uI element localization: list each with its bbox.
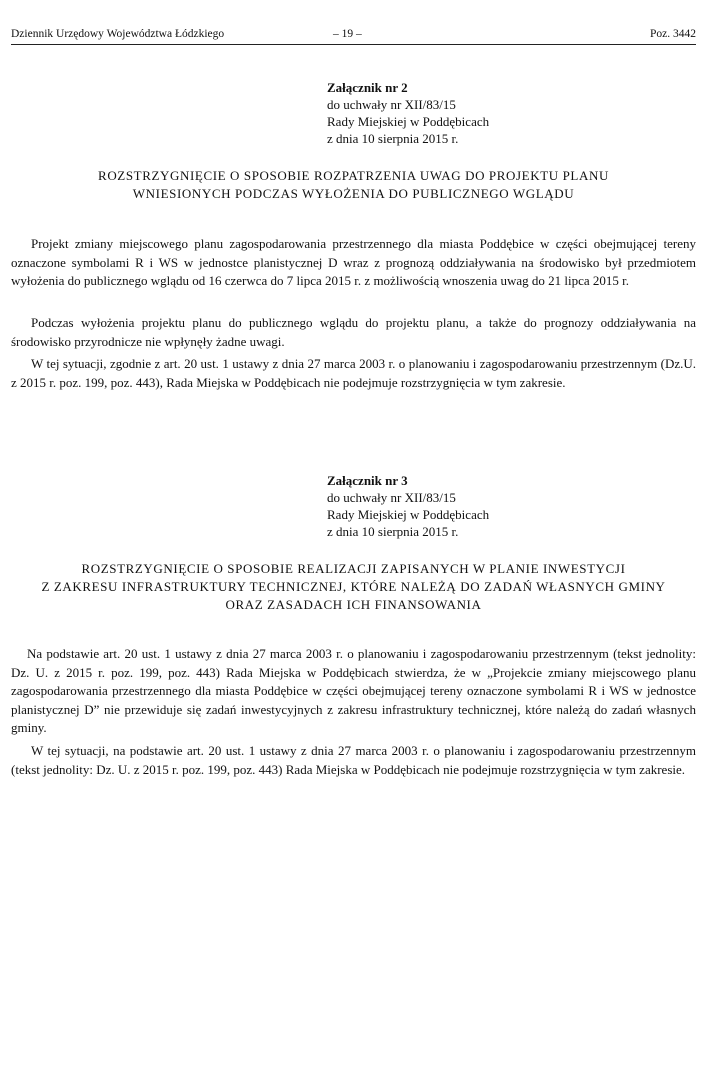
annex-line: do uchwały nr XII/83/15 bbox=[327, 97, 456, 112]
heading-line: WNIESIONYCH PODCZAS WYŁOŻENIA DO PUBLICZNEGO WGLĄDU bbox=[132, 186, 575, 201]
paragraph: W tej sytuacji, na podstawie art. 20 ust. 1 ustawy z dnia 27 marca 2003 r. o planowaniu i zagospodarowaniu przestrzennym (tekst jednolity: Dz. U. z 2015 r. poz. 199, poz. 443) Rada Miejska w Poddębicach nie podejmuje rozstrzygnięcia w tym zakresie. bbox=[11, 743, 696, 777]
annex-line: z dnia 10 sierpnia 2015 r. bbox=[327, 131, 459, 146]
heading-line: ORAZ ZASADACH ICH FINANSOWANIA bbox=[225, 597, 482, 612]
annex-2-header bbox=[327, 79, 489, 147]
heading-line: ROZSTRZYGNIĘCIE O SPOSOBIE ROZPATRZENIA UWAG DO PROJEKTU PLANU bbox=[98, 168, 609, 183]
page-number: – 19 – bbox=[333, 28, 362, 40]
heading-line: Z ZAKRESU INFRASTRUKTURY TECHNICZNEJ, KTÓRE NALEŻĄ DO ZADAŃ WŁASNYCH GMINY bbox=[41, 579, 666, 594]
journal-name: Dziennik Urzędowy Województwa Łódzkiego bbox=[11, 28, 225, 40]
position-number: Poz. 3442 bbox=[650, 28, 696, 40]
annex-line: do uchwały nr XII/83/15 bbox=[327, 490, 456, 505]
paragraph: Projekt zmiany miejscowego planu zagospodarowania przestrzennego dla miasta Poddębice w części obejmującej tereny oznaczone symbolami R i WS w jednostce planistycznej D wraz z prognozą oddziaływania na środowisko był przedmiotem wyłożenia do publicznego wglądu od 16 czerwca do 7 lipca 2015 r. z możliwością wnoszenia uwag do 21 lipca 2015 r. bbox=[11, 236, 696, 288]
annex-title: Załącznik nr 3 bbox=[327, 473, 408, 488]
annex-line: Rady Miejskiej w Poddębicach bbox=[327, 114, 490, 129]
annex-2-heading bbox=[11, 167, 696, 203]
annex-line: Rady Miejskiej w Poddębicach bbox=[327, 507, 490, 522]
annex-3-heading bbox=[11, 560, 696, 614]
paragraph: W tej sytuacji, zgodnie z art. 20 ust. 1 ustawy z dnia 27 marca 2003 r. o planowaniu i zagospodarowaniu przestrzennym (Dz.U. z 2015 r. poz. 199, poz. 443), Rada Miejska w Poddębicach nie podejmuje rozstrzygnięcia w tym zakresie. bbox=[11, 356, 696, 390]
annex-3-header bbox=[327, 472, 489, 540]
annex-line: z dnia 10 sierpnia 2015 r. bbox=[327, 524, 459, 539]
heading-line: ROZSTRZYGNIĘCIE O SPOSOBIE REALIZACJI ZAPISANYCH W PLANIE INWESTYCJI bbox=[81, 561, 626, 576]
paragraph: Podczas wyłożenia projektu planu do publicznego wglądu do projektu planu, a także do prognozy oddziaływania na środowisko przyrodnicze nie wpłynęły żadne uwagi. bbox=[11, 315, 696, 349]
page-header bbox=[11, 26, 696, 45]
annex-title: Załącznik nr 2 bbox=[327, 80, 408, 95]
paragraph: Na podstawie art. 20 ust. 1 ustawy z dnia 27 marca 2003 r. o planowaniu i zagospodarowaniu przestrzennym (tekst jednolity: Dz. U. z 2015 r. poz. 199, poz. 443) Rada Miejska w Poddębicach stwierdza, że w „Projekcie zmiany miejscowego planu zagospodarowania przestrzennego dla miasta Poddębice w części obejmującej tereny oznaczone symbolami R i WS w jednostce planistycznej D” nie przewiduje się zadań inwestycyjnych z zakresu infrastruktury technicznej, które należą do zadań własnych gminy. bbox=[11, 646, 696, 735]
